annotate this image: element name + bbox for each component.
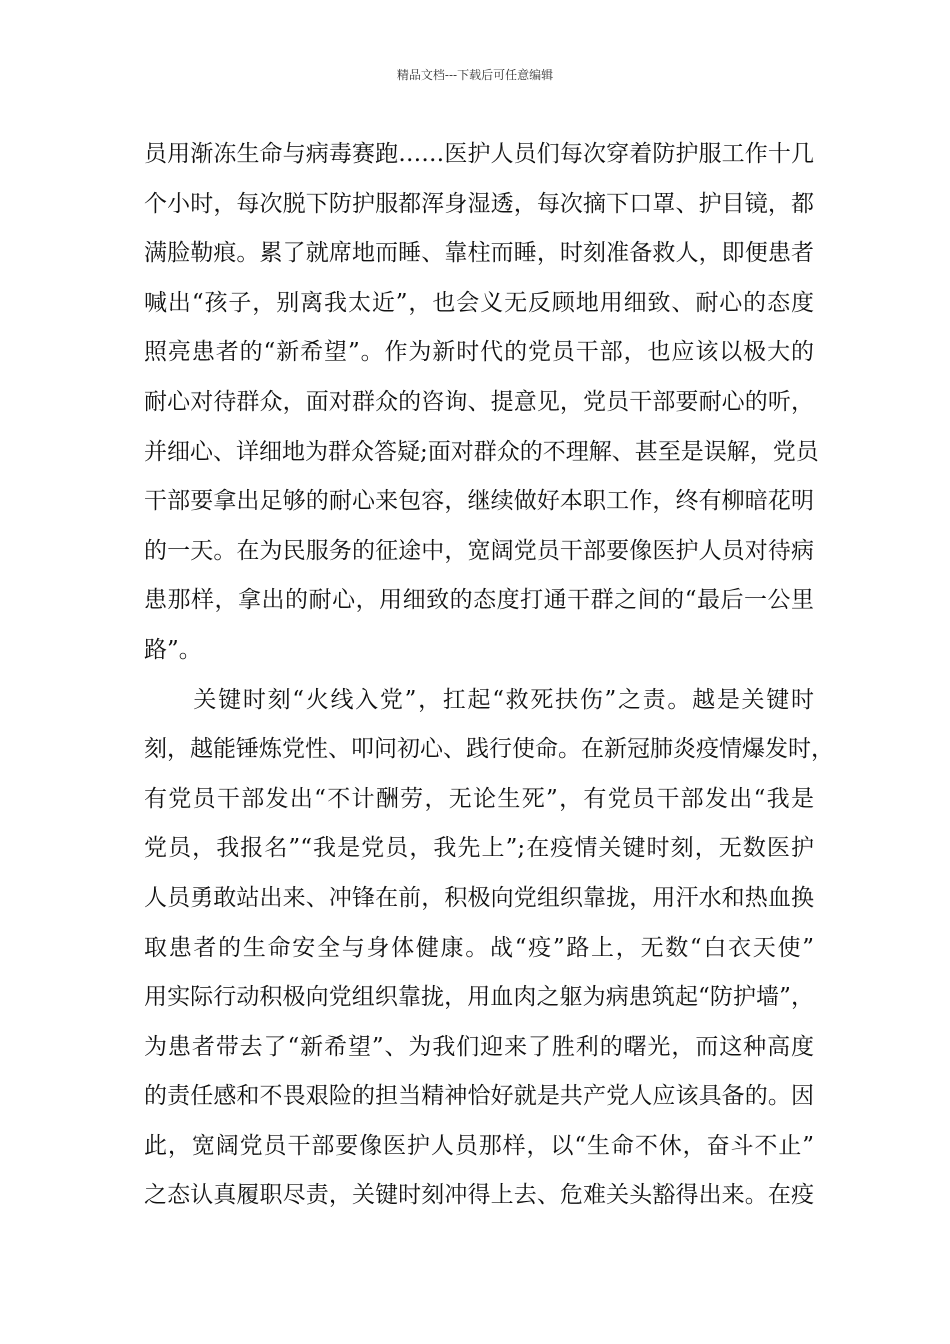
text-line: 为患者带去了“新希望”、为我们迎来了胜利的曙光，而这种高度 (144, 1033, 814, 1060)
text-line: 个小时，每次脱下防护服都浑身湿透，每次摘下口罩、护目镜，都 (144, 190, 814, 217)
text-line: 有党员干部发出“不计酬劳，无论生死”，有党员干部发出“我是 (144, 785, 814, 812)
text-line: 人员勇敢站出来、冲锋在前，积极向党组织靠拢，用汗水和热血换 (144, 884, 814, 911)
text-line: 的一天。在为民服务的征途中，宽阔党员干部要像医护人员对待病 (144, 537, 814, 564)
text-line: 并细心、详细地为群众答疑;面对群众的不理解、甚至是误解，党员 (144, 438, 819, 465)
text-line: 员用渐冻生命与病毒赛跑……医护人员们每次穿着防护服工作十几 (144, 141, 814, 167)
text-line: 满脸勒痕。累了就席地而睡、靠柱而睡，时刻准备救人，即便患者 (144, 240, 814, 267)
text-line: 关键时刻“火线入党”，扛起“救死扶伤”之责。越是关键时 (144, 686, 814, 713)
text-line: 党员，我报名”“我是党员，我先上”;在疫情关键时刻，无数医护 (144, 835, 814, 862)
text-line: 用实际行动积极向党组织靠拢，用血肉之躯为病患筑起“防护墙”， (144, 984, 814, 1011)
text-line: 照亮患者的“新希望”。作为新时代的党员干部，也应该以极大的 (144, 339, 814, 366)
text-line: 干部要拿出足够的耐心来包容，继续做好本职工作，终有柳暗花明 (144, 488, 814, 515)
text-line: 取患者的生命安全与身体健康。战“疫”路上，无数“白衣天使” (144, 934, 814, 961)
text-line: 的责任感和不畏艰险的担当精神恰好就是共产党人应该具备的。因 (144, 1083, 814, 1110)
page-header: 精品文档---下载后可任意编辑 (396, 68, 554, 82)
text-line: 之态认真履职尽责，关键时刻冲得上去、危难关头豁得出来。在疫 (144, 1182, 814, 1209)
text-line: 患那样，拿出的耐心，用细致的态度打通干群之间的“最后一公里 (144, 587, 814, 614)
text-line: 喊出“孩子，别离我太近”，也会义无反顾地用细致、耐心的态度 (144, 289, 814, 316)
document-body (144, 130, 834, 1221)
text-line: 耐心对待群众，面对群众的咨询、提意见，党员干部要耐心的听， (144, 388, 814, 415)
text-line: 此，宽阔党员干部要像医护人员那样，以“生命不休，奋斗不止” (144, 1132, 814, 1159)
text-line: 路”。 (144, 636, 202, 663)
text-line: 刻，越能锤炼党性、叩问初心、践行使命。在新冠肺炎疫情爆发时， (144, 736, 834, 763)
